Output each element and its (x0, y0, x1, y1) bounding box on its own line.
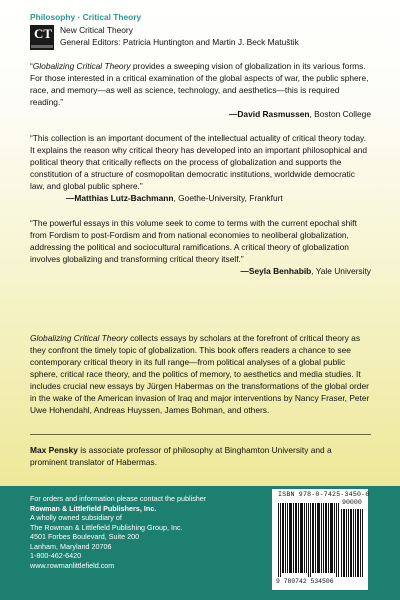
series-name: New Critical Theory (60, 25, 133, 35)
price-barcode-icon (341, 509, 363, 577)
publisher-website[interactable]: www.rowmanlittlefield.com (30, 560, 115, 570)
price-code: 90000 (342, 499, 362, 506)
endorser-affiliation: , Boston College (309, 109, 371, 120)
divider (30, 434, 371, 435)
book-title-italic: Globalizing Critical Theory (30, 333, 128, 343)
publisher-parent: The Rowman & Littlefield Publishing Group, Inc. (30, 522, 183, 532)
isbn: ISBN 978-0-7425-3450-6 (278, 491, 370, 498)
book-description (30, 332, 371, 416)
endorsement-text: provides a sweeping vision of globalization in its various forms. For those interested in a critical examination of the global aspects of war, the public sphere, race, and memory—as well as science, technology, and aesthetics—this is required reading.” (30, 61, 369, 108)
endorser-affiliation: , Goethe-University, Frankfurt (173, 193, 283, 204)
author-name: Max Pensky (30, 445, 78, 455)
publisher-phone: 1-800-462-6420 (30, 551, 82, 560)
endorsement-text: “The powerful essays in this volume seek to come to terms with the current epochal shift from Fordism to post-Fordism and from national economies to neoliberal globalization, addressing the political and sociocultural ramifications. A critical theory of globalization involves globalizing and transforming critical theory itself.” (30, 217, 357, 264)
series-editors: General Editors: Patricia Huntington and Martin J. Beck Matuštik (60, 36, 299, 47)
description-text: collects essays by scholars at the forefront of critical theory as they confront the timely topic of globalization. This book offers readers a chance to see contemporary critical theory in its full range—from political analyses of a global public sphere, critical race theory, and the politics of memory, to aesthetics and media studies. It includes crucial new essays by Jürgen Habermas on the transformations of the global order in the wake of the American invasion of Iraq and major interventions by Nancy Fraser, Peter Uwe Hohendahl, Andreas Huyssen, James Bohman, and others. (30, 333, 370, 416)
publisher-address: 4501 Forbes Boulevard, Suite 200 (30, 532, 140, 541)
publisher-city: Lanham, Maryland 20706 (30, 541, 112, 551)
publisher-subsidiary-line: A wholly owned subsidiary of (30, 513, 122, 522)
publisher-contact-line: For orders and information please contact the publisher (30, 494, 207, 503)
endorser-name: —Matthias Lutz-Bachmann (66, 193, 174, 204)
endorsement-3 (30, 217, 371, 277)
endorser-name: —Seyla Benhabib (240, 265, 312, 276)
book-title-italic: Globalizing Critical Theory (32, 61, 131, 71)
author-bio-text: is associate professor of philosophy at Binghamton University and a prominent translator of Habermas. (30, 445, 332, 468)
barcode-panel (272, 489, 368, 590)
barcode-digits: 9 780742 534506 (276, 578, 334, 585)
author-bio (30, 444, 371, 468)
endorser-affiliation: , Yale University (311, 265, 371, 276)
endorsements (30, 60, 371, 277)
publisher-name: Rowman & Littlefield Publishers, Inc. (30, 503, 157, 513)
series-logo-icon: CT (30, 25, 54, 50)
publisher-info (30, 494, 230, 570)
endorser-name: —David Rasmussen (229, 109, 310, 120)
endorsement-1: “Globalizing Critical Theory provides a sweeping vision of globalization in its various forms. For those interested in a critical examination of the global aspects of war, the public sphere, race, and memory—as well as science, technology, and aesthetics—this is required reading.” —David Rasmussen, Boston College (30, 61, 371, 120)
subject-category: Philosophy · Critical Theory (30, 12, 142, 22)
barcode-icon (278, 503, 340, 577)
series-header (30, 12, 370, 50)
endorsement-text: “This collection is an important document of the intellectual actuality of critical theory today. It explains the reason why critical theory has developed into an important philosophical and political theory that critically reflects on the process of globalization and supports the constitution of a structure of cosmopolitan democratic institutions, worldwide democratic law, and global public sphere.” (30, 133, 368, 192)
endorsement-2 (30, 132, 371, 204)
